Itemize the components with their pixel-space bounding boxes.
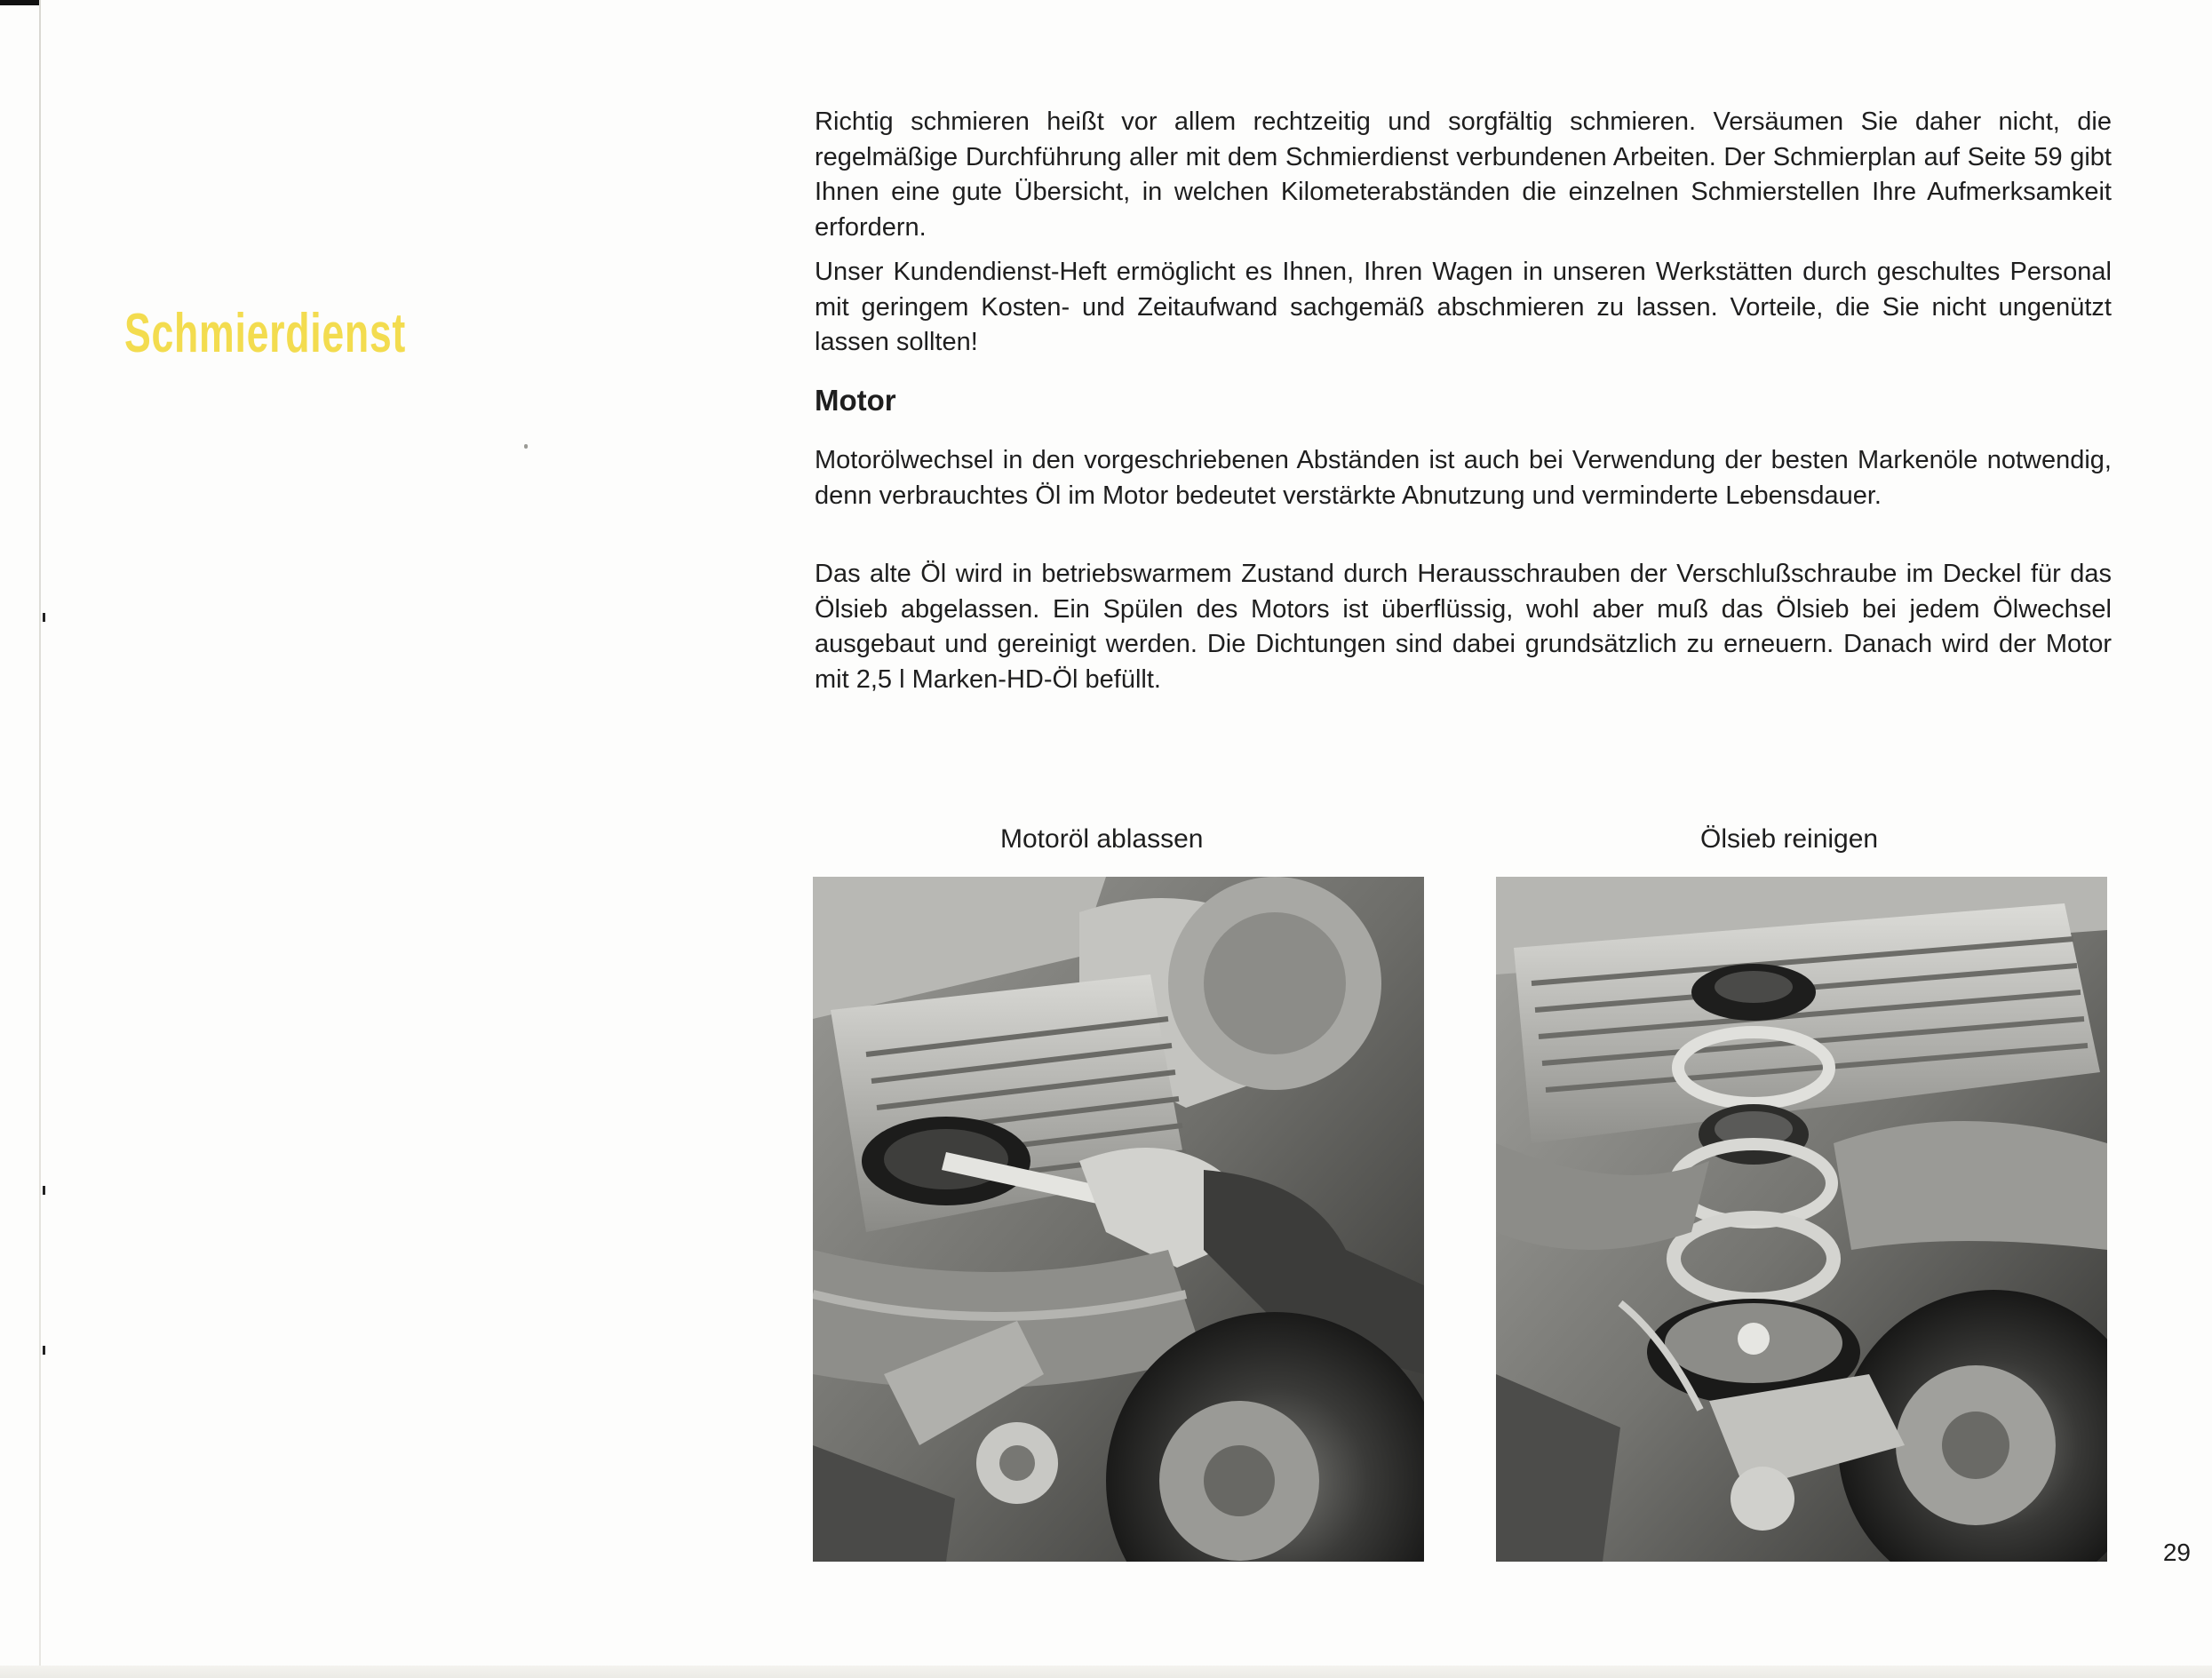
paper-speck (524, 444, 528, 449)
intro-paragraph-1: Richtig schmieren heißt vor allem rechtzeitig und sorgfältig schmieren. Versäumen Sie daher nicht, die regelmäßige Durchführung aller mit dem Schmierdienst verbundenen Arbeiten. Der Schmierplan auf Seite 59 gibt Ihnen eine gute Übersicht, in welchen Kilometerabständen die einzelnen Schmierstellen Ihre Aufmerksamkeit erfordern. (815, 107, 2112, 242)
photo-clean-strainer-image (1496, 877, 2107, 1562)
photo-clean-strainer (1496, 877, 2107, 1562)
binding-mark (43, 1346, 45, 1355)
page-bottom-edge (0, 1666, 2212, 1678)
page-number: 29 (2162, 1539, 2191, 1566)
section-title: Schmierdienst (124, 303, 406, 364)
binding-mark (43, 613, 45, 622)
binding-spine (39, 0, 41, 1678)
motor-paragraph-1: Motorölwechsel in den vorgeschriebenen Abständen ist auch bei Verwendung der besten Markenöle notwendig, denn verbrauchtes Öl im Motor bedeutet verstärkte Abnutzung und verminderte Lebensdauer. (815, 446, 2112, 510)
motor-paragraph-2: Das alte Öl wird in betriebswarmem Zustand durch Herausschrauben der Verschlußschraube im Deckel für das Ölsieb abgelassen. Ein Spülen des Motors ist überflüssig, wohl aber muß das Ölsieb bei jedem Ölwechsel ausgebaut und gereinigt werden. Die Dichtungen sind dabei grundsätzlich zu erneuern. Danach wird der Motor mit 2,5 l Marken-HD-Öl befüllt. (815, 560, 2112, 694)
spine-top-edge (0, 0, 39, 5)
figure-caption-drain-oil: Motoröl ablassen (1000, 824, 1204, 854)
motor-heading: Motor (815, 384, 896, 417)
intro-paragraph-2: Unser Kundendienst-Heft ermöglicht es Ihnen, Ihren Wagen in unseren Werkstätten durch geschultes Personal mit geringem Kosten- und Zeitaufwand sachgemäß abschmieren zu lassen. Vorteile, die Sie nicht ungenützt lassen sollten! (815, 258, 2112, 356)
photo-drain-oil (813, 877, 1424, 1562)
photo-drain-oil-image (813, 877, 1424, 1562)
figure-caption-clean-strainer: Ölsieb reinigen (1700, 824, 1879, 854)
binding-mark (43, 1186, 45, 1195)
